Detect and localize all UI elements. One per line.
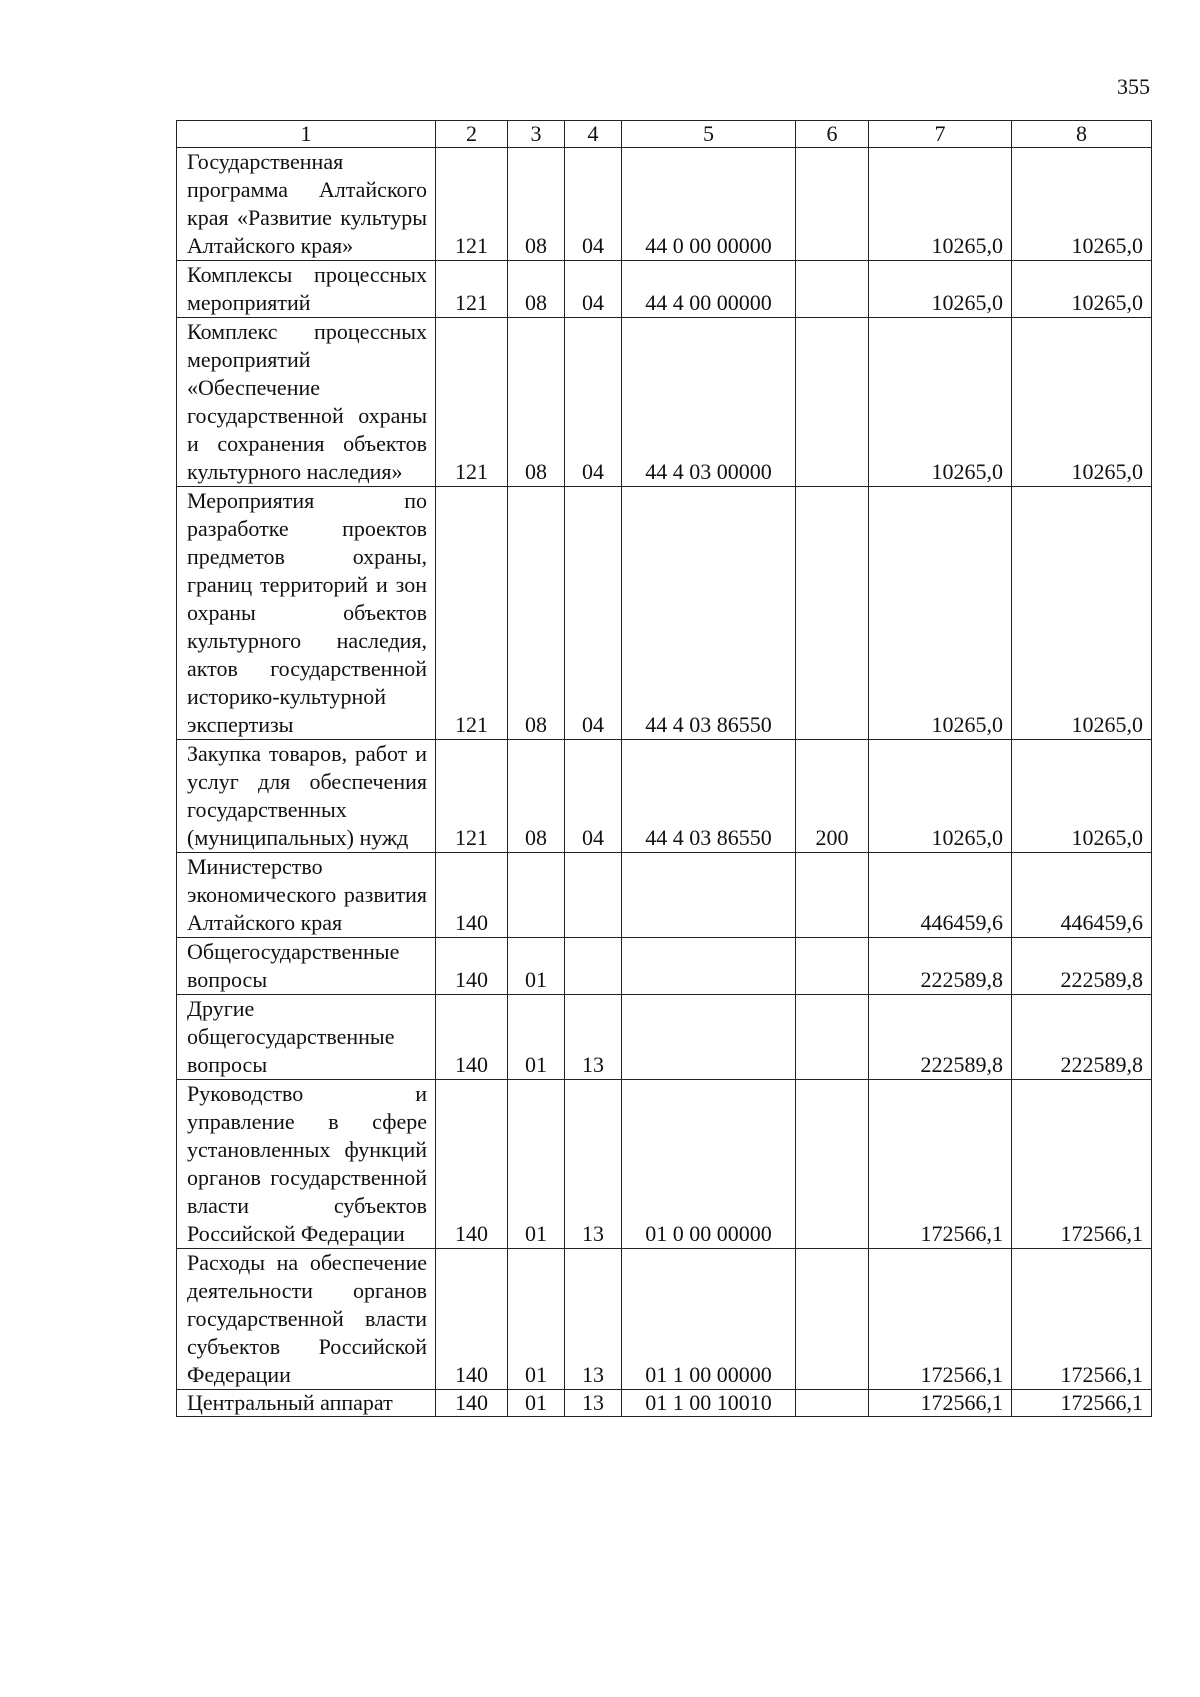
column-header: 7 <box>869 121 1012 148</box>
cell-col8: 10265,0 <box>1012 487 1152 740</box>
row-name: Комплексы процессных мероприятий <box>177 261 436 318</box>
cell-col4 <box>565 938 622 995</box>
cell-col7: 172566,1 <box>869 1080 1012 1249</box>
cell-col3: 08 <box>508 318 565 487</box>
row-name: Мероприятия по разработке проектов предметов охраны, границ территорий и зон охраны объектов культурного наследия, актов государственной историко-культурной экспертизы <box>177 487 436 740</box>
cell-col3: 08 <box>508 487 565 740</box>
cell-col8: 172566,1 <box>1012 1080 1152 1249</box>
cell-col2: 140 <box>436 1390 508 1417</box>
cell-col4: 13 <box>565 1390 622 1417</box>
cell-col2: 121 <box>436 487 508 740</box>
cell-col3: 01 <box>508 1390 565 1417</box>
cell-col2: 121 <box>436 318 508 487</box>
cell-col7: 172566,1 <box>869 1249 1012 1390</box>
cell-col7: 10265,0 <box>869 487 1012 740</box>
column-header: 2 <box>436 121 508 148</box>
cell-col4: 13 <box>565 1249 622 1390</box>
table-row <box>177 995 1152 1080</box>
cell-col6 <box>796 853 869 938</box>
cell-col3 <box>508 853 565 938</box>
cell-col6 <box>796 1080 869 1249</box>
cell-col8: 10265,0 <box>1012 148 1152 261</box>
row-name: Государственная программа Алтайского края «Развитие культуры Алтайского края» <box>177 148 436 261</box>
cell-col5: 44 4 03 86550 <box>622 487 796 740</box>
cell-col8: 172566,1 <box>1012 1249 1152 1390</box>
cell-col7: 10265,0 <box>869 740 1012 853</box>
cell-col6 <box>796 1249 869 1390</box>
cell-col5: 01 1 00 10010 <box>622 1390 796 1417</box>
row-name: Закупка товаров, работ и услуг для обеспечения государственных (муниципальных) нужд <box>177 740 436 853</box>
cell-col3: 08 <box>508 261 565 318</box>
cell-col7: 222589,8 <box>869 938 1012 995</box>
cell-col5: 01 0 00 00000 <box>622 1080 796 1249</box>
cell-col4: 13 <box>565 995 622 1080</box>
cell-col6 <box>796 1390 869 1417</box>
cell-col4: 04 <box>565 318 622 487</box>
cell-col2: 140 <box>436 1080 508 1249</box>
row-name: Центральный аппарат <box>177 1390 436 1417</box>
column-header: 4 <box>565 121 622 148</box>
cell-col5: 01 1 00 00000 <box>622 1249 796 1390</box>
cell-col5 <box>622 938 796 995</box>
cell-col7: 10265,0 <box>869 261 1012 318</box>
cell-col6 <box>796 318 869 487</box>
row-name: Общегосударственные вопросы <box>177 938 436 995</box>
column-header: 6 <box>796 121 869 148</box>
cell-col5 <box>622 853 796 938</box>
page-number: 355 <box>1117 74 1150 99</box>
cell-col8: 446459,6 <box>1012 853 1152 938</box>
table-row <box>177 1249 1152 1390</box>
column-header: 1 <box>177 121 436 148</box>
cell-col7: 446459,6 <box>869 853 1012 938</box>
table-row <box>177 318 1152 487</box>
cell-col4: 04 <box>565 261 622 318</box>
cell-col2: 140 <box>436 1249 508 1390</box>
cell-col6 <box>796 938 869 995</box>
cell-col2: 140 <box>436 938 508 995</box>
cell-col8: 10265,0 <box>1012 740 1152 853</box>
row-name: Комплекс процессных мероприятий «Обеспечение государственной охраны и сохранения объектов культурного наследия» <box>177 318 436 487</box>
cell-col4 <box>565 853 622 938</box>
column-header: 8 <box>1012 121 1152 148</box>
table-row <box>177 938 1152 995</box>
cell-col3: 01 <box>508 995 565 1080</box>
table-row <box>177 1080 1152 1249</box>
table-row <box>177 853 1152 938</box>
cell-col3: 01 <box>508 1080 565 1249</box>
cell-col3: 01 <box>508 1249 565 1390</box>
table-row <box>177 148 1152 261</box>
table-row <box>177 1390 1152 1417</box>
row-name: Другие общегосударственные вопросы <box>177 995 436 1080</box>
cell-col7: 10265,0 <box>869 318 1012 487</box>
table-row <box>177 487 1152 740</box>
cell-col7: 10265,0 <box>869 148 1012 261</box>
cell-col6 <box>796 995 869 1080</box>
cell-col8: 222589,8 <box>1012 995 1152 1080</box>
cell-col4: 04 <box>565 487 622 740</box>
cell-col6: 200 <box>796 740 869 853</box>
table-row <box>177 261 1152 318</box>
cell-col2: 121 <box>436 148 508 261</box>
cell-col6 <box>796 487 869 740</box>
row-name: Расходы на обеспечение деятельности органов государственной власти субъектов Российской Федерации <box>177 1249 436 1390</box>
cell-col3: 08 <box>508 148 565 261</box>
cell-col8: 222589,8 <box>1012 938 1152 995</box>
cell-col6 <box>796 148 869 261</box>
cell-col2: 121 <box>436 740 508 853</box>
row-name: Министерство экономического развития Алтайского края <box>177 853 436 938</box>
cell-col3: 01 <box>508 938 565 995</box>
budget-table <box>176 120 1152 1417</box>
cell-col2: 140 <box>436 995 508 1080</box>
cell-col6 <box>796 261 869 318</box>
cell-col4: 13 <box>565 1080 622 1249</box>
cell-col4: 04 <box>565 148 622 261</box>
column-header: 5 <box>622 121 796 148</box>
cell-col5: 44 4 03 00000 <box>622 318 796 487</box>
cell-col8: 10265,0 <box>1012 318 1152 487</box>
column-header: 3 <box>508 121 565 148</box>
cell-col8: 10265,0 <box>1012 261 1152 318</box>
cell-col7: 222589,8 <box>869 995 1012 1080</box>
table-header-row <box>177 121 1152 148</box>
cell-col5 <box>622 995 796 1080</box>
cell-col3: 08 <box>508 740 565 853</box>
cell-col7: 172566,1 <box>869 1390 1012 1417</box>
cell-col4: 04 <box>565 740 622 853</box>
cell-col8: 172566,1 <box>1012 1390 1152 1417</box>
table-row <box>177 740 1152 853</box>
cell-col2: 140 <box>436 853 508 938</box>
cell-col5: 44 4 03 86550 <box>622 740 796 853</box>
row-name: Руководство и управление в сфере установленных функций органов государственной власти субъектов Российской Федерации <box>177 1080 436 1249</box>
cell-col2: 121 <box>436 261 508 318</box>
cell-col5: 44 0 00 00000 <box>622 148 796 261</box>
cell-col5: 44 4 00 00000 <box>622 261 796 318</box>
